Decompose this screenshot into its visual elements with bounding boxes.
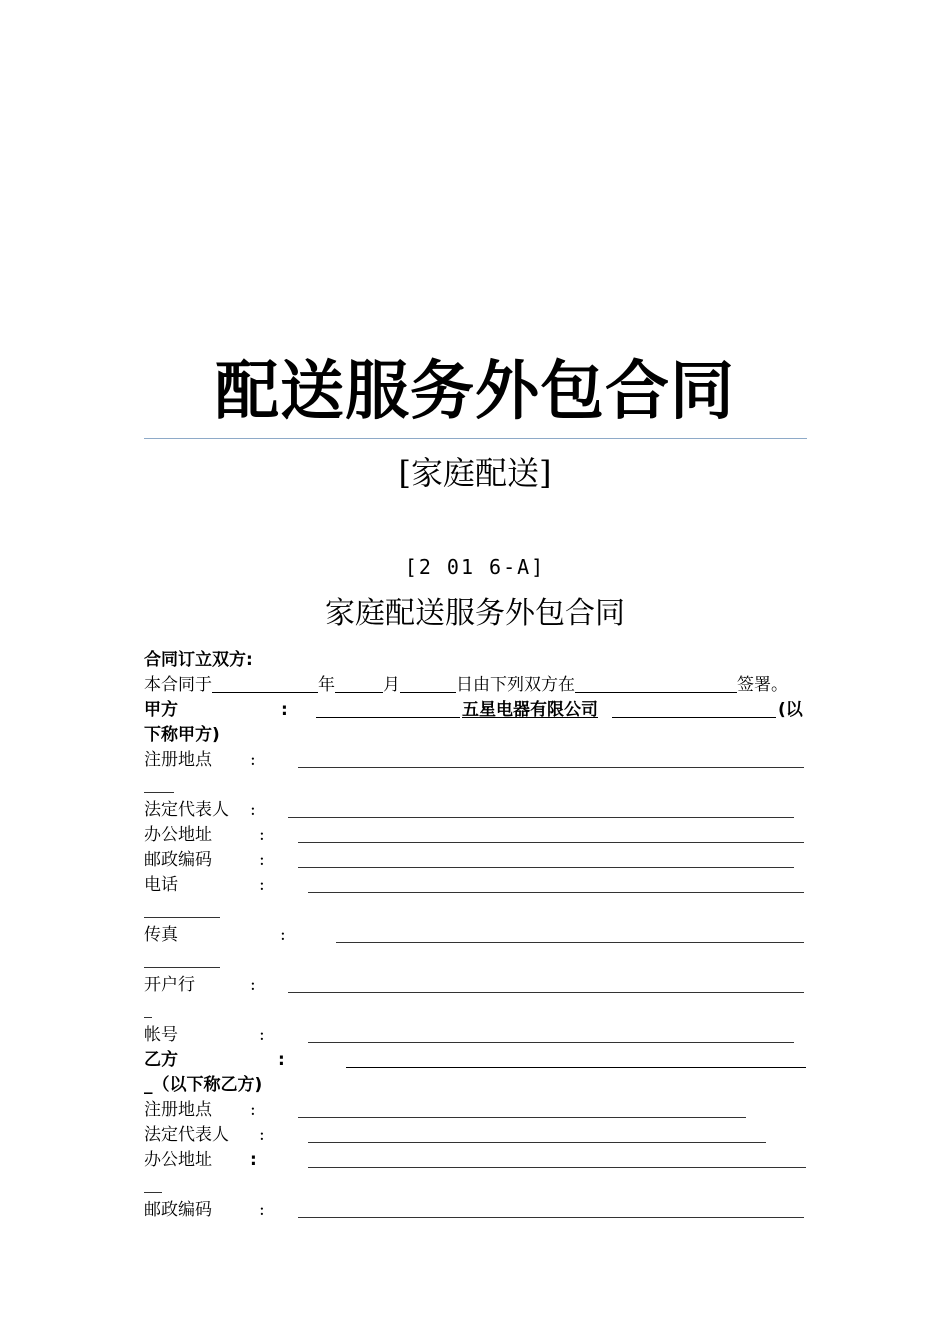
party-a-label: 甲方 [144,700,178,720]
title-divider [144,438,807,439]
contract-title: 家庭配送服务外包合同 [325,596,625,631]
a-account-label: 帐号 [144,1025,178,1045]
b-field-office-cont [144,1173,809,1198]
a-post-label: 邮政编码 [144,850,212,870]
a-field-phone-cont [144,898,809,923]
b-office-blank-cont[interactable] [144,1173,162,1198]
a-field-account [144,1023,809,1048]
a-bank-colon: : [250,975,256,995]
a-post-colon: : [259,850,265,870]
a-fax-blank[interactable] [336,942,804,943]
b-reg-label: 注册地点 [144,1100,212,1120]
party-a-colon: : [281,700,288,720]
a-field-rep [144,798,809,823]
a-field-office [144,823,809,848]
party-a-line [144,698,809,723]
a-field-reg-cont [144,773,809,798]
party-b-cont: _（以下称乙方) [144,1075,263,1095]
b-rep-colon: : [259,1125,265,1145]
a-rep-colon: : [250,800,256,820]
intro-text-2: 年 [318,675,335,695]
a-reg-label: 注册地点 [144,750,212,770]
a-bank-blank-cont[interactable] [144,998,152,1023]
party-a-cont: 下称甲方) [144,725,220,745]
a-phone-blank-cont[interactable] [144,898,220,923]
party-a-company: 五星电器有限公司 [462,700,598,720]
party-b-line [144,1048,809,1073]
a-rep-label: 法定代表人 [144,800,229,820]
intro-text-5: 签署。 [737,675,788,695]
b-rep-label: 法定代表人 [144,1125,229,1145]
b-field-reg [144,1098,809,1123]
a-reg-blank-cont[interactable] [144,773,174,798]
b-office-colon: : [250,1150,257,1170]
b-field-post [144,1198,809,1223]
date-date-blank[interactable] [400,673,456,693]
a-field-fax-cont [144,948,809,973]
intro-text-3: 月 [383,675,400,695]
party-a-blank-right[interactable] [612,717,776,718]
a-field-fax [144,923,809,948]
a-fax-blank-cont[interactable] [144,948,220,973]
b-post-blank[interactable] [298,1217,804,1218]
intro-text-1: 本合同于 [144,675,212,695]
a-field-phone [144,873,809,898]
b-office-blank[interactable] [308,1167,806,1168]
sign-place-blank[interactable] [575,673,737,693]
b-post-colon: : [259,1200,265,1220]
a-post-blank[interactable] [298,867,794,868]
party-a-blank-left[interactable] [316,717,460,718]
b-reg-blank[interactable] [298,1117,746,1118]
a-office-blank[interactable] [298,842,804,843]
a-rep-blank[interactable] [288,817,794,818]
a-bank-blank[interactable] [288,992,804,993]
a-field-bank-cont [144,998,809,1023]
a-reg-blank[interactable] [298,767,804,768]
b-field-rep [144,1123,809,1148]
parties-heading: 合同订立双方: [144,650,253,670]
intro-text-4: 日由下列双方在 [456,675,575,695]
b-reg-colon: : [250,1100,256,1120]
a-field-post [144,848,809,873]
a-office-colon: : [259,825,265,845]
b-rep-blank[interactable] [308,1142,766,1143]
a-office-label: 办公地址 [144,825,212,845]
a-account-blank[interactable] [308,1042,794,1043]
document-title: 配送服务外包合同 [215,355,735,429]
a-phone-colon: : [259,875,265,895]
date-month-blank[interactable] [335,673,383,693]
b-field-office [144,1148,809,1173]
b-office-label: 办公地址 [144,1150,212,1170]
party-b-blank[interactable] [346,1067,806,1068]
a-fax-colon: : [280,925,286,945]
party-a-suffix: (以 [778,700,803,720]
a-account-colon: : [259,1025,265,1045]
contract-body [144,648,809,1223]
a-field-bank [144,973,809,998]
date-day-blank[interactable] [212,673,318,693]
party-b-colon: : [278,1050,285,1070]
contract-code: [2 01 6-A] [404,555,546,579]
a-fax-label: 传真 [144,925,178,945]
a-phone-label: 电话 [144,875,178,895]
party-b-label: 乙方 [144,1050,178,1070]
a-bank-label: 开户行 [144,975,195,995]
intro-line [144,673,809,698]
a-reg-colon: : [250,750,256,770]
b-post-label: 邮政编码 [144,1200,212,1220]
a-phone-blank[interactable] [308,892,804,893]
a-field-reg [144,748,809,773]
document-subtitle: [家庭配送] [398,454,552,492]
